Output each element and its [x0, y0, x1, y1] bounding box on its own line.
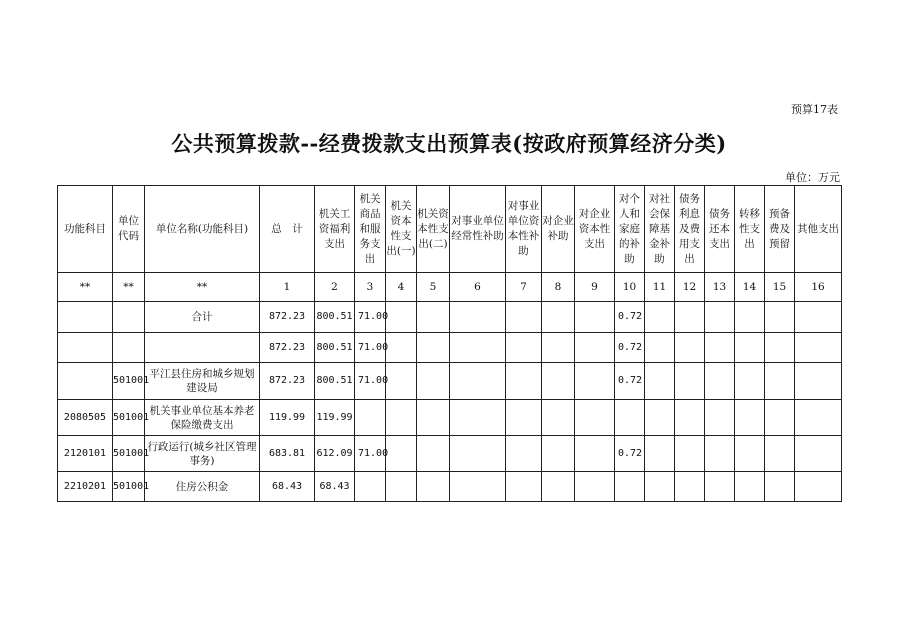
unit-code-cell: 501001	[113, 363, 145, 400]
value-cell	[417, 472, 450, 502]
value-cell	[675, 400, 705, 436]
index-cell: **	[58, 273, 113, 302]
header-cell: 债务利息及费用支出	[675, 186, 705, 273]
value-cell	[615, 472, 645, 502]
header-cell: 对企业资本性支出	[575, 186, 615, 273]
value-cell	[735, 333, 765, 363]
value-cell: 68.43	[315, 472, 355, 502]
value-cell: 68.43	[260, 472, 315, 502]
value-cell	[645, 333, 675, 363]
value-cell	[735, 472, 765, 502]
index-cell: 16	[795, 273, 842, 302]
value-cell	[575, 302, 615, 333]
value-cell	[645, 400, 675, 436]
value-cell: 800.51	[315, 363, 355, 400]
value-cell	[506, 472, 542, 502]
value-cell	[705, 333, 735, 363]
function-code-cell: 2080505	[58, 400, 113, 436]
value-cell	[575, 363, 615, 400]
value-cell	[765, 436, 795, 472]
index-cell: 2	[315, 273, 355, 302]
unit-code-cell	[113, 302, 145, 333]
value-cell	[386, 436, 417, 472]
value-cell: 872.23	[260, 363, 315, 400]
value-cell	[795, 363, 842, 400]
header-cell: 对企业补助	[542, 186, 575, 273]
value-cell	[735, 436, 765, 472]
index-cell: 13	[705, 273, 735, 302]
value-cell	[575, 400, 615, 436]
index-cell: 1	[260, 273, 315, 302]
value-cell	[386, 333, 417, 363]
value-cell	[705, 472, 735, 502]
function-code-cell: 2120101	[58, 436, 113, 472]
index-cell: 15	[765, 273, 795, 302]
header-cell: 功能科目	[58, 186, 113, 273]
value-cell	[765, 363, 795, 400]
value-cell: 800.51	[315, 333, 355, 363]
unit-name-cell: 行政运行(城乡社区管理事务)	[145, 436, 260, 472]
value-cell	[386, 302, 417, 333]
value-cell: 872.23	[260, 302, 315, 333]
header-cell: 债务还本支出	[705, 186, 735, 273]
value-cell: 71.00	[355, 333, 386, 363]
value-cell: 71.00	[355, 436, 386, 472]
value-cell	[542, 302, 575, 333]
index-cell: 7	[506, 273, 542, 302]
index-cell: 12	[675, 273, 705, 302]
value-cell	[575, 472, 615, 502]
function-code-cell	[58, 333, 113, 363]
header-cell: 机关工资福利支出	[315, 186, 355, 273]
value-cell	[795, 436, 842, 472]
value-cell	[386, 400, 417, 436]
unit-code-cell: 501001	[113, 400, 145, 436]
value-cell	[675, 333, 705, 363]
value-cell	[450, 333, 506, 363]
value-cell	[615, 400, 645, 436]
index-cell: 5	[417, 273, 450, 302]
index-cell: 9	[575, 273, 615, 302]
value-cell	[450, 363, 506, 400]
function-code-cell	[58, 302, 113, 333]
value-cell: 0.72	[615, 333, 645, 363]
form-number: 预算17表	[791, 103, 838, 116]
value-cell	[575, 333, 615, 363]
unit-code-cell: 501001	[113, 436, 145, 472]
index-cell: 4	[386, 273, 417, 302]
value-cell: 71.00	[355, 302, 386, 333]
value-cell: 612.09	[315, 436, 355, 472]
function-code-cell: 2210201	[58, 472, 113, 502]
index-cell: 8	[542, 273, 575, 302]
header-cell: 其他支出	[795, 186, 842, 273]
table-row	[58, 333, 842, 363]
value-cell: 119.99	[315, 400, 355, 436]
value-cell	[795, 302, 842, 333]
value-cell: 71.00	[355, 363, 386, 400]
value-cell	[450, 302, 506, 333]
value-cell	[542, 472, 575, 502]
index-cell: **	[113, 273, 145, 302]
value-cell	[542, 400, 575, 436]
table-row	[58, 436, 842, 472]
value-cell	[417, 302, 450, 333]
unit-name-cell	[145, 333, 260, 363]
value-cell: 683.81	[260, 436, 315, 472]
value-cell	[735, 363, 765, 400]
value-cell	[795, 333, 842, 363]
value-cell	[675, 363, 705, 400]
index-row	[58, 273, 842, 302]
value-cell	[705, 436, 735, 472]
value-cell	[542, 333, 575, 363]
header-cell: 预备费及预留	[765, 186, 795, 273]
unit-name-cell: 平江县住房和城乡规划建设局	[145, 363, 260, 400]
value-cell	[675, 472, 705, 502]
header-cell: 机关资本性支出(二)	[417, 186, 450, 273]
value-cell	[417, 333, 450, 363]
header-cell: 对事业单位资本性补助	[506, 186, 542, 273]
value-cell: 0.72	[615, 363, 645, 400]
value-cell	[765, 333, 795, 363]
value-cell	[506, 400, 542, 436]
value-cell	[645, 472, 675, 502]
value-cell	[795, 400, 842, 436]
value-cell	[506, 333, 542, 363]
value-cell	[765, 302, 795, 333]
value-cell	[705, 400, 735, 436]
budget-table	[57, 185, 842, 502]
unit-code-cell: 501001	[113, 472, 145, 502]
value-cell	[506, 302, 542, 333]
value-cell	[450, 472, 506, 502]
value-cell	[575, 436, 615, 472]
unit-name-cell: 合计	[145, 302, 260, 333]
unit-label: 单位：万元	[785, 171, 840, 184]
table-row	[58, 302, 842, 333]
header-row	[58, 186, 842, 273]
header-cell: 对社会保障基金补助	[645, 186, 675, 273]
header-cell: 机关商品和服务支出	[355, 186, 386, 273]
value-cell: 800.51	[315, 302, 355, 333]
page-title: 公共预算拨款--经费拨款支出预算表(按政府预算经济分类)	[171, 131, 727, 156]
unit-name-cell: 机关事业单位基本养老保险缴费支出	[145, 400, 260, 436]
index-cell: **	[145, 273, 260, 302]
value-cell	[450, 400, 506, 436]
header-cell: 总 计	[260, 186, 315, 273]
value-cell	[735, 400, 765, 436]
value-cell	[386, 363, 417, 400]
unit-name-cell: 住房公积金	[145, 472, 260, 502]
value-cell	[705, 363, 735, 400]
value-cell	[450, 436, 506, 472]
value-cell	[542, 363, 575, 400]
header-cell: 单位名称(功能科目)	[145, 186, 260, 273]
value-cell: 872.23	[260, 333, 315, 363]
value-cell	[675, 302, 705, 333]
value-cell	[645, 436, 675, 472]
function-code-cell	[58, 363, 113, 400]
table-row	[58, 363, 842, 400]
index-cell: 10	[615, 273, 645, 302]
value-cell	[386, 472, 417, 502]
value-cell	[542, 436, 575, 472]
value-cell	[735, 302, 765, 333]
index-cell: 3	[355, 273, 386, 302]
value-cell	[417, 363, 450, 400]
value-cell	[645, 363, 675, 400]
header-cell: 单位代码	[113, 186, 145, 273]
value-cell	[355, 472, 386, 502]
value-cell: 119.99	[260, 400, 315, 436]
value-cell	[506, 436, 542, 472]
header-cell: 转移性支出	[735, 186, 765, 273]
value-cell: 0.72	[615, 302, 645, 333]
value-cell	[417, 436, 450, 472]
header-cell: 机关资本性支出(一)	[386, 186, 417, 273]
value-cell	[705, 302, 735, 333]
value-cell	[645, 302, 675, 333]
unit-code-cell	[113, 333, 145, 363]
value-cell	[765, 472, 795, 502]
index-cell: 6	[450, 273, 506, 302]
index-cell: 14	[735, 273, 765, 302]
index-cell: 11	[645, 273, 675, 302]
value-cell	[506, 363, 542, 400]
header-cell: 对事业单位经常性补助	[450, 186, 506, 273]
table-row	[58, 400, 842, 436]
value-cell	[355, 400, 386, 436]
value-cell	[765, 400, 795, 436]
value-cell: 0.72	[615, 436, 645, 472]
value-cell	[675, 436, 705, 472]
table-row	[58, 472, 842, 502]
value-cell	[417, 400, 450, 436]
header-cell: 对个人和家庭的补助	[615, 186, 645, 273]
value-cell	[795, 472, 842, 502]
